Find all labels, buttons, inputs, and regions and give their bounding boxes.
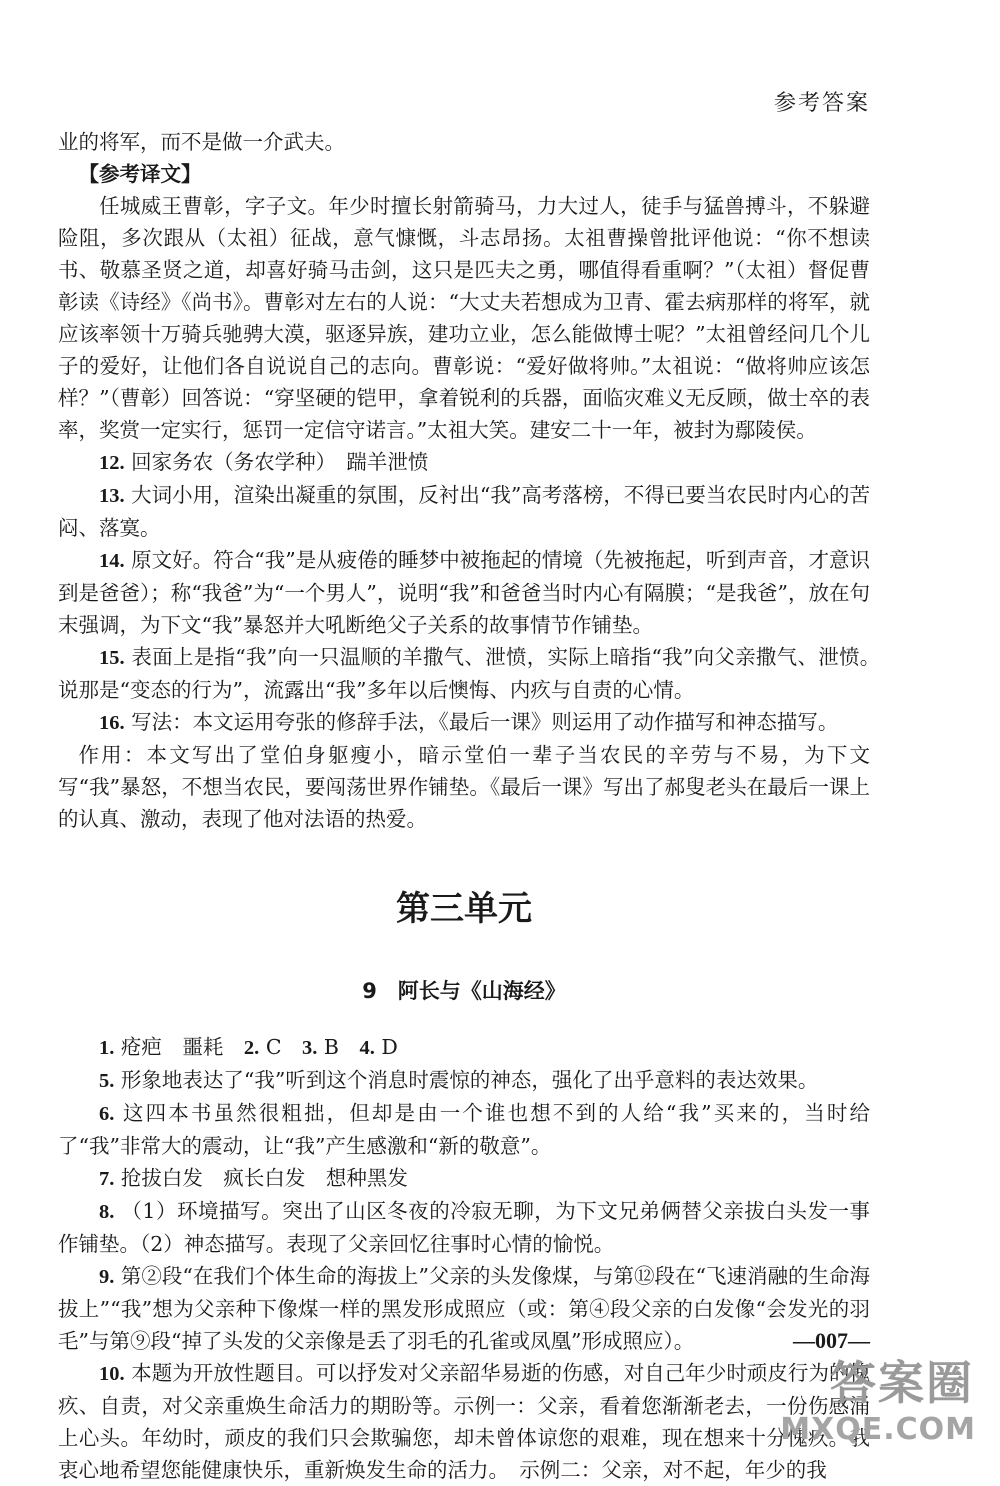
answer-5 xyxy=(58,1064,870,1097)
page-number: —007— xyxy=(793,1328,870,1353)
watermark-url: MXQE.COM xyxy=(780,1412,976,1447)
answer-number: 2. xyxy=(243,1037,260,1059)
answer-text: 回家务农（务农学种） 踹羊泄愤 xyxy=(131,450,429,474)
translation-paragraph: 任城威王曹彰，字子文。年少时擅长射箭骑马，力大过人，徒手与猛兽搏斗，不躲避险阻，多次跟从（太祖）征战，意气慷慨，斗志昂扬。太祖曹操曾批评他说：“你不想读书、敬慕圣贤之道，却喜好骑马击剑，这只是匹夫之勇，哪值得看重啊？”（太祖）督促曹彰读《诗经》《尚书》。曹彰对左右的人说：“大丈夫若想成为卫青、霍去病那样的将军，就应该率领十万骑兵驰骋大漠，驱逐异族，建功立业，怎么能做博士呢？”太祖曾经问几个儿子的爱好，让他们各自说说自己的志向。曹彰说：“爱好做将帅。”太祖说：“做将帅应该怎样？”（曹彰）回答说：“穿坚硬的铠甲，拿着锐利的兵器，面临灾难义无反顾，做士卒的表率，奖赏一定实行，惩罚一定信守诺言。”太祖大笑。建安二十一年，被封为鄢陵侯。 xyxy=(58,194,870,442)
answer-text: 这四本书虽然很粗拙，但却是由一个谁也想不到的人给“我”买来的，当时给了“我”非常大的震动，让“我”产生感激和“新的敬意”。 xyxy=(58,1101,870,1158)
answers-1-4 xyxy=(58,1031,870,1064)
answer-number: 7. xyxy=(99,1168,115,1190)
watermark-text: 答案圈 xyxy=(830,1356,974,1410)
answer-number: 10. xyxy=(99,1363,125,1385)
answer-number: 6. xyxy=(99,1103,115,1125)
answer-text: 抢拔白发 疯长白发 想种黑发 xyxy=(120,1166,408,1190)
answer-text: C xyxy=(265,1035,282,1059)
answer-9 xyxy=(58,1260,870,1357)
answer-number: 13. xyxy=(99,485,125,507)
answer-text: 第②段“在我们个体生命的海拔上”父亲的头发像煤，与第⑫段在“飞速消融的生命海拔上”“我”想为父亲种下像煤一样的黑发形成照应（或：第④段父亲的白发像“会发光的羽毛”与第⑨段“掉了头发的父亲像是丢了羽毛的孔雀或凤凰”形成照应）。 xyxy=(58,1264,870,1353)
answer-text: 大词小用，渲染出凝重的氛围，反衬出“我”高考落榜，不得已要当农民时内心的苦闷、落寞。 xyxy=(58,483,870,540)
answer-number: 15. xyxy=(99,647,125,669)
answer-number: 16. xyxy=(99,712,125,734)
translation-heading: 【参考译文】 xyxy=(78,162,202,186)
page-header-title: 参考答案 xyxy=(773,91,870,116)
answer-7 xyxy=(58,1162,870,1195)
answer-6 xyxy=(58,1097,870,1162)
answer-text: 表面上是指“我”向一只温顺的羊撒气、泄愤，实际上暗指“我”向父亲撒气、泄愤。 说那是“变态的行为”，流露出“我”多年以后懊悔、内疚与自责的心情。 xyxy=(58,645,891,702)
answer-text: D xyxy=(381,1035,398,1059)
answer-14 xyxy=(58,544,870,641)
answer-text: （1）环境描写。突出了山区冬夜的冷寂无聊，为下文兄弟俩替父亲拔白头发一事作铺垫。（2）神态描写。表现了父亲回忆往事时心情的愉悦。 xyxy=(58,1199,870,1256)
answer-number: 1. xyxy=(99,1037,115,1059)
answer-text: B xyxy=(323,1035,339,1059)
answer-text: 本题为开放性题目。可以抒发对父亲韶华易逝的伤感，对自己年少时顽皮行为的愧疚、自责，对父亲重焕生命活力的期盼等。示例一：父亲，看着您渐渐老去，一份伤感涌上心头。年幼时，顽皮的我们只会欺骗您，却未曾体谅您的艰难，现在想来十分愧疚。我衷心地希望您能健康快乐，重新焕发生命的活力。 示例二：父亲，对不起，年少的我 xyxy=(58,1361,870,1482)
answer-13 xyxy=(58,479,870,544)
answer-number: 4. xyxy=(359,1037,375,1059)
lesson-title: 9 阿长与《山海经》 xyxy=(362,979,566,1003)
answer-text: 原文好。符合“我”是从疲倦的睡梦中被拖起的情境（先被拖起，听到声音，才意识到是爸爸）；称“我爸”为“一个男人”，说明“我”和爸爸当时内心有隔膜；“是我爸”，放在句末强调，为下文“我”暴怒并大吼断绝父子关系的故事情节作铺垫。 xyxy=(58,548,870,637)
answer-text: 写法：本文运用夸张的修辞手法，《最后一课》则运用了动作描写和神态描写。 xyxy=(131,710,839,734)
answer-16 xyxy=(58,706,870,739)
answer-number: 5. xyxy=(99,1070,115,1092)
answer-number: 9. xyxy=(99,1266,115,1288)
answer-number: 14. xyxy=(99,550,125,572)
carry-over-line: 业的将军，而不是做一介武夫。 xyxy=(58,130,345,154)
answer-number: 8. xyxy=(99,1201,115,1223)
answer-12 xyxy=(58,446,870,479)
watermark-logo xyxy=(780,1347,978,1447)
answer-text: 疮疤 噩耗 xyxy=(120,1035,224,1059)
answer-16-effect: 作用：本文写出了堂伯身躯瘦小，暗示堂伯一辈子当农民的辛劳与不易，为下文写“我”暴怒，不想当农民，要闯荡世界作铺垫。《最后一课》写出了郝叟老头在最后一课上的认真、激动，表现了他对法语的热爱。 xyxy=(58,743,870,831)
answer-text: 形象地表达了“我”听到这个消息时震惊的神态，强化了出乎意料的表达效果。 xyxy=(120,1068,819,1092)
answer-8 xyxy=(58,1195,870,1260)
unit-title: 第三单元 xyxy=(396,889,532,929)
answer-number: 3. xyxy=(302,1037,318,1059)
answer-10 xyxy=(58,1357,870,1486)
answer-number: 12. xyxy=(99,452,125,474)
answer-15 xyxy=(58,641,891,706)
